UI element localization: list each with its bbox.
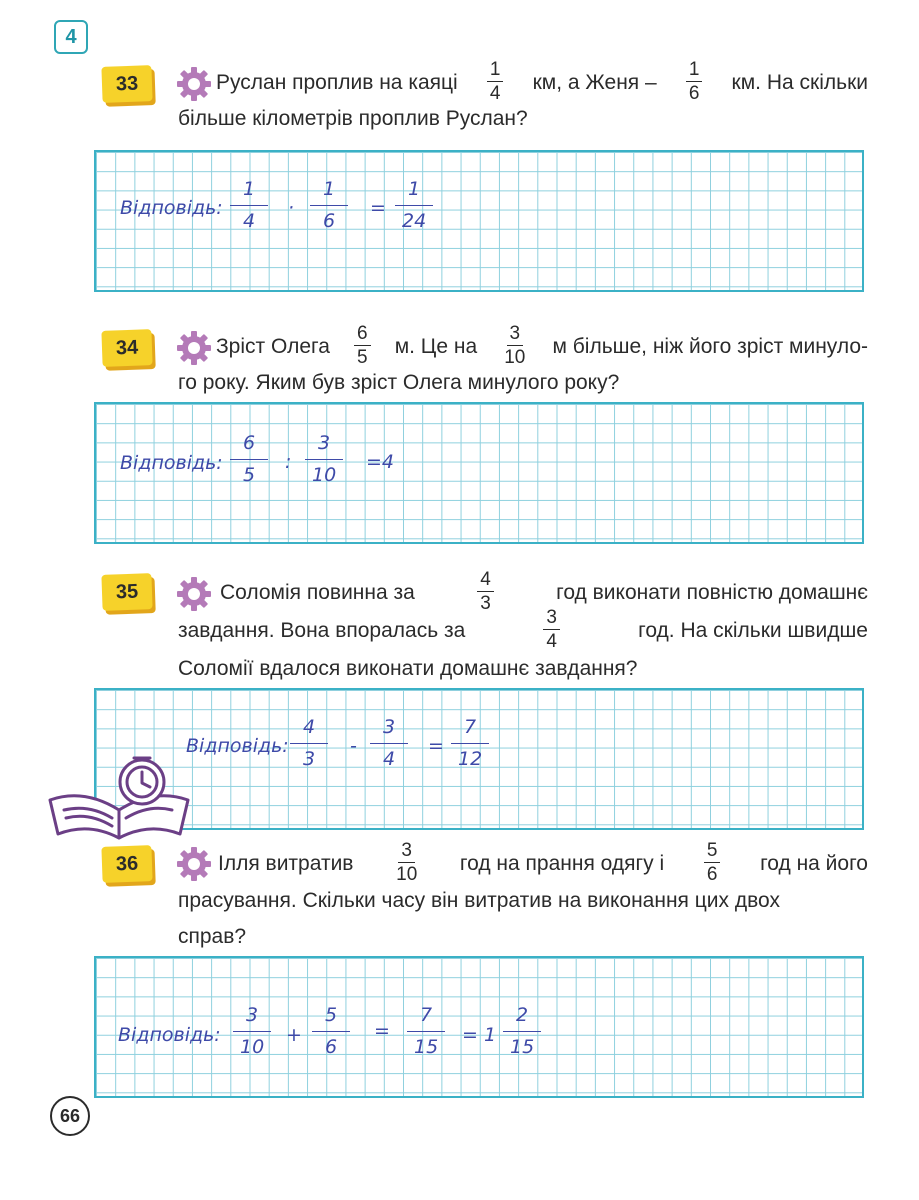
handwritten-fraction: 1 6 bbox=[310, 180, 348, 231]
operator: = bbox=[370, 197, 386, 219]
text-segment: км. На скільки bbox=[731, 71, 868, 94]
text-segment: год виконати повністю домашнє bbox=[556, 581, 868, 604]
handwritten-fraction: 2 15 bbox=[502, 1006, 542, 1057]
task-text-line: Соломії вдалося виконати домашнє завдання? bbox=[178, 657, 638, 680]
handwritten-fraction: 6 5 bbox=[230, 434, 268, 485]
text-segment: год на прання одягу і bbox=[459, 852, 665, 875]
task-text bbox=[216, 322, 868, 368]
fraction: $\frac{3}{10}$ bbox=[504, 322, 526, 368]
text-segment: Зріст Олега bbox=[216, 335, 330, 358]
handwritten-fraction: 1 24 bbox=[394, 180, 434, 231]
task-text bbox=[178, 606, 868, 652]
fraction: $\frac{3}{4}$ bbox=[543, 608, 560, 651]
page-number: 66 bbox=[50, 1096, 90, 1136]
task-text bbox=[216, 58, 868, 104]
task-text-line: більше кілометрів проплив Руслан? bbox=[178, 107, 528, 130]
text-segment: м більше, ніж його зріст минуло- bbox=[552, 335, 868, 358]
answer-result: =4 bbox=[366, 451, 395, 473]
answer-label: Відповідь: bbox=[118, 1024, 221, 1046]
handwritten-fraction: 5 6 bbox=[312, 1006, 350, 1057]
grade-badge: 4 bbox=[54, 20, 88, 54]
handwritten-fraction: 7 12 bbox=[450, 718, 490, 769]
fraction: $\frac{6}{5}$ bbox=[354, 324, 371, 367]
text-segment: Соломія повинна за bbox=[220, 581, 415, 604]
answer-label: Відповідь: bbox=[186, 735, 289, 757]
gear-icon bbox=[176, 576, 212, 612]
operator: - bbox=[350, 735, 357, 757]
task-text-line: го року. Яким був зріст Олега минулого року? bbox=[178, 371, 620, 394]
text-segment: м. Це на bbox=[394, 335, 478, 358]
answer-label: Відповідь: bbox=[120, 197, 223, 219]
text-segment: год на його bbox=[760, 852, 868, 875]
text-segment: Руслан проплив на каяці bbox=[216, 71, 458, 94]
fraction: $\frac{1}{4}$ bbox=[487, 60, 504, 103]
answer-grid bbox=[94, 150, 864, 292]
fraction: $\frac{4}{3}$ bbox=[477, 570, 494, 613]
task-text-line: справ? bbox=[178, 925, 247, 948]
operator: : bbox=[285, 451, 292, 473]
text-segment: год. На скільки швидше bbox=[638, 619, 868, 642]
gear-icon bbox=[176, 846, 212, 882]
task-text bbox=[220, 568, 868, 614]
task-number-badge: 36 bbox=[101, 845, 152, 883]
text-segment: км, а Женя – bbox=[532, 71, 657, 94]
fraction: $\frac{1}{6}$ bbox=[686, 60, 703, 103]
task-number-badge: 34 bbox=[101, 329, 152, 367]
operator: = 1 bbox=[462, 1024, 497, 1046]
book-and-clock-icon bbox=[44, 752, 194, 842]
answer-label: Відповідь: bbox=[120, 452, 223, 474]
operator: = bbox=[428, 735, 444, 757]
handwritten-fraction: 4 3 bbox=[290, 718, 328, 769]
task-text-line: прасування. Скільки часу він витратив на виконання цих двох bbox=[178, 889, 780, 912]
fraction: $\frac{3}{10}$ bbox=[396, 839, 418, 885]
text-segment: завдання. Вона впоралась за bbox=[178, 619, 466, 642]
handwritten-fraction: 3 4 bbox=[370, 718, 408, 769]
handwritten-fraction: 7 15 bbox=[406, 1006, 446, 1057]
handwritten-fraction: 1 4 bbox=[230, 180, 268, 231]
gear-icon bbox=[176, 330, 212, 366]
text-segment: Ілля витратив bbox=[218, 852, 354, 875]
gear-icon bbox=[176, 66, 212, 102]
task-number-badge: 33 bbox=[101, 65, 152, 103]
operator: + bbox=[286, 1024, 302, 1046]
task-number-badge: 35 bbox=[101, 573, 152, 611]
handwritten-fraction: 3 10 bbox=[232, 1006, 272, 1057]
operator: · bbox=[288, 197, 295, 219]
handwritten-fraction: 3 10 bbox=[304, 434, 344, 485]
task-text bbox=[218, 839, 868, 885]
operator: = bbox=[374, 1020, 390, 1042]
fraction: $\frac{5}{6}$ bbox=[704, 841, 721, 884]
